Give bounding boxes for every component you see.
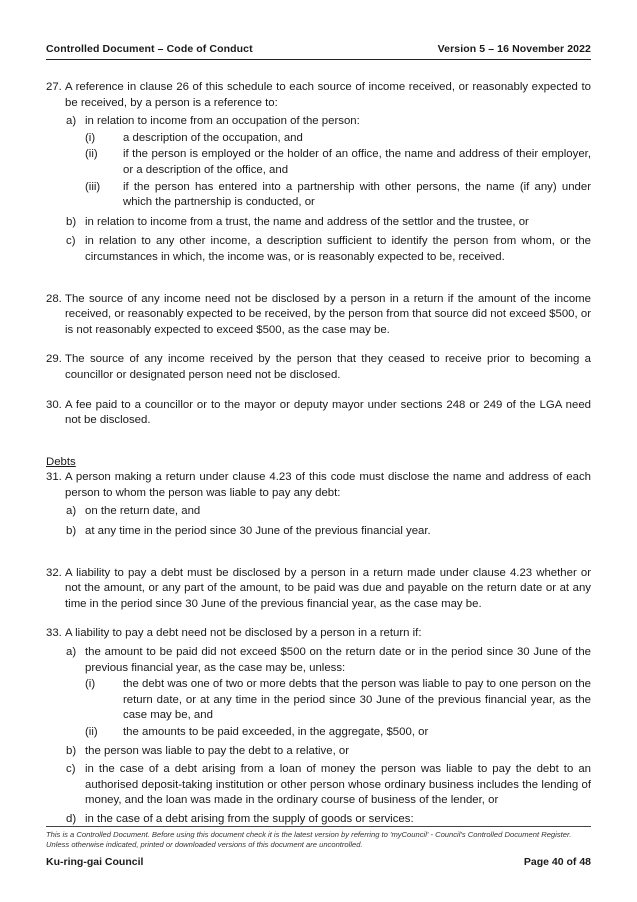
clause-27-a <box>46 114 591 130</box>
clause-27 <box>46 80 591 111</box>
clause-29 <box>46 352 591 383</box>
clause-number: 31. <box>46 471 62 484</box>
clause-32 <box>46 566 591 613</box>
item-text: on the return date, and <box>85 505 201 518</box>
item-text: the person was liable to pay the debt to a relative, or <box>85 744 350 757</box>
item-number: a) <box>66 505 77 518</box>
item-number: d) <box>66 812 77 825</box>
document-body <box>46 80 591 828</box>
item-text: in the case of a debt arising from a loan of money the person was liable to pay the debt to an authorised deposit-taking institution or other person whose ordinary business includes the lending of money, and the loan was made in the ordinary course of business of the lender, or <box>85 763 591 807</box>
clause-31-b <box>46 524 591 540</box>
subitem-text: the debt was one of two or more debts that the person was liable to pay to one person on the return date, or at any time in the period since 30 June of the previous financial year, as the case may be, and <box>123 678 591 722</box>
clause-33-a-i <box>46 677 591 724</box>
clause-27-a-ii <box>46 147 591 178</box>
subitem-number: (ii) <box>85 148 98 161</box>
clause-text: A person making a return under clause 4.23 of this code must disclose the name and address of each person to whom the person was liable to pay any debt: <box>65 471 591 499</box>
header-divider <box>46 59 591 60</box>
item-number: c) <box>66 235 76 248</box>
clause-number: 30. <box>46 398 62 411</box>
clause-number: 33. <box>46 627 62 640</box>
item-number: c) <box>66 763 76 776</box>
page-number: Page 40 of 48 <box>523 856 591 868</box>
clause-33-a <box>46 645 591 676</box>
item-text: in relation to any other income, a description sufficient to identify the person from whom, or the circumstances in which, the income was, or is reasonably expected to be, received. <box>85 235 591 263</box>
controlled-document-notice: This is a Controlled Document. Before using this document check it is the latest version by referring to 'myCouncil' - Council's Controlled Document Register. Unless otherwise indicated, printed or downloaded versions of this document are uncontrolled. <box>46 830 572 849</box>
clause-number: 27. <box>46 81 62 93</box>
item-number: a) <box>66 115 77 128</box>
item-text: in relation to income from an occupation of the person: <box>85 115 360 128</box>
clause-28 <box>46 292 591 339</box>
clause-text: A reference in clause 26 of this schedule to each source of income received, or reasonably expected to be received, by a person is a reference to: <box>65 81 591 109</box>
clause-33-a-ii <box>46 725 591 741</box>
clause-text: The source of any income need not be disclosed by a person in a return if the amount of the income received, or reasonably expected to be received, by the person from that source did not exceed $500, or is not reasonably expected to exceed $500, as the case may be. <box>65 292 591 336</box>
item-text: at any time in the period since 30 June of the previous financial year. <box>85 525 431 538</box>
clause-text: A liability to pay a debt need not be disclosed by a person in a return if: <box>65 627 422 640</box>
clause-27-c <box>46 234 591 265</box>
subitem-text: if the person is employed or the holder of an office, the name and address of their employer, or a description of the office, and <box>123 148 591 176</box>
item-number: b) <box>66 525 77 538</box>
clause-number: 28. <box>46 292 62 305</box>
subitem-number: (i) <box>85 131 96 144</box>
clause-text: A liability to pay a debt must be disclosed by a person in a return made under clause 4.23 whether or not the amount, or any part of the amount, to be paid was due and payable on the return date or at any time in the period since 30 June of the previous financial year, as the case may be. <box>65 566 591 610</box>
clause-31-a <box>46 504 591 520</box>
clause-text: A fee paid to a councillor or to the mayor or deputy mayor under sections 248 or 249 of the LGA need not be disclosed. <box>65 398 591 427</box>
subitem-text: a description of the occupation, and <box>123 131 303 144</box>
section-heading-debts: Debts <box>46 455 76 468</box>
clause-33-b <box>46 744 591 760</box>
subitem-number: (i) <box>85 678 96 691</box>
clause-33-c <box>46 762 591 809</box>
footer-divider <box>46 826 591 827</box>
organization-name: Ku-ring-gai Council <box>46 856 144 868</box>
subitem-number: (iii) <box>85 180 101 193</box>
item-number: a) <box>66 646 77 659</box>
page-header <box>46 40 591 58</box>
clause-number: 29. <box>46 353 62 366</box>
page-footer <box>46 856 591 868</box>
item-text: in relation to income from a trust, the name and address of the settlor and the trustee, or <box>85 215 529 228</box>
clause-27-b <box>46 215 591 231</box>
item-text: the amount to be paid did not exceed $500 on the return date or in the period since 30 June of the previous financial year, as the case may be, unless: <box>85 646 591 674</box>
subitem-text: the amounts to be paid exceeded, in the aggregate, $500, or <box>123 726 429 738</box>
item-text: in the case of a debt arising from the supply of goods or services: <box>85 812 414 825</box>
clause-text: The source of any income received by the person that they ceased to receive prior to becoming a councillor or designated person need not be disclosed. <box>65 353 591 381</box>
clause-31 <box>46 470 591 501</box>
document-title: Controlled Document – Code of Conduct <box>46 43 253 55</box>
clause-number: 32. <box>46 566 62 579</box>
document-version: Version 5 – 16 November 2022 <box>437 43 591 55</box>
clause-30 <box>46 398 591 429</box>
item-number: b) <box>66 744 77 757</box>
clause-27-a-iii <box>46 180 591 211</box>
clause-33 <box>46 626 591 642</box>
subitem-text: if the person has entered into a partnership with other persons, the name (if any) under which the partnership is conducted, or <box>123 180 591 209</box>
item-number: b) <box>66 215 77 228</box>
clause-27-a-i <box>46 131 591 147</box>
subitem-number: (ii) <box>85 726 98 738</box>
